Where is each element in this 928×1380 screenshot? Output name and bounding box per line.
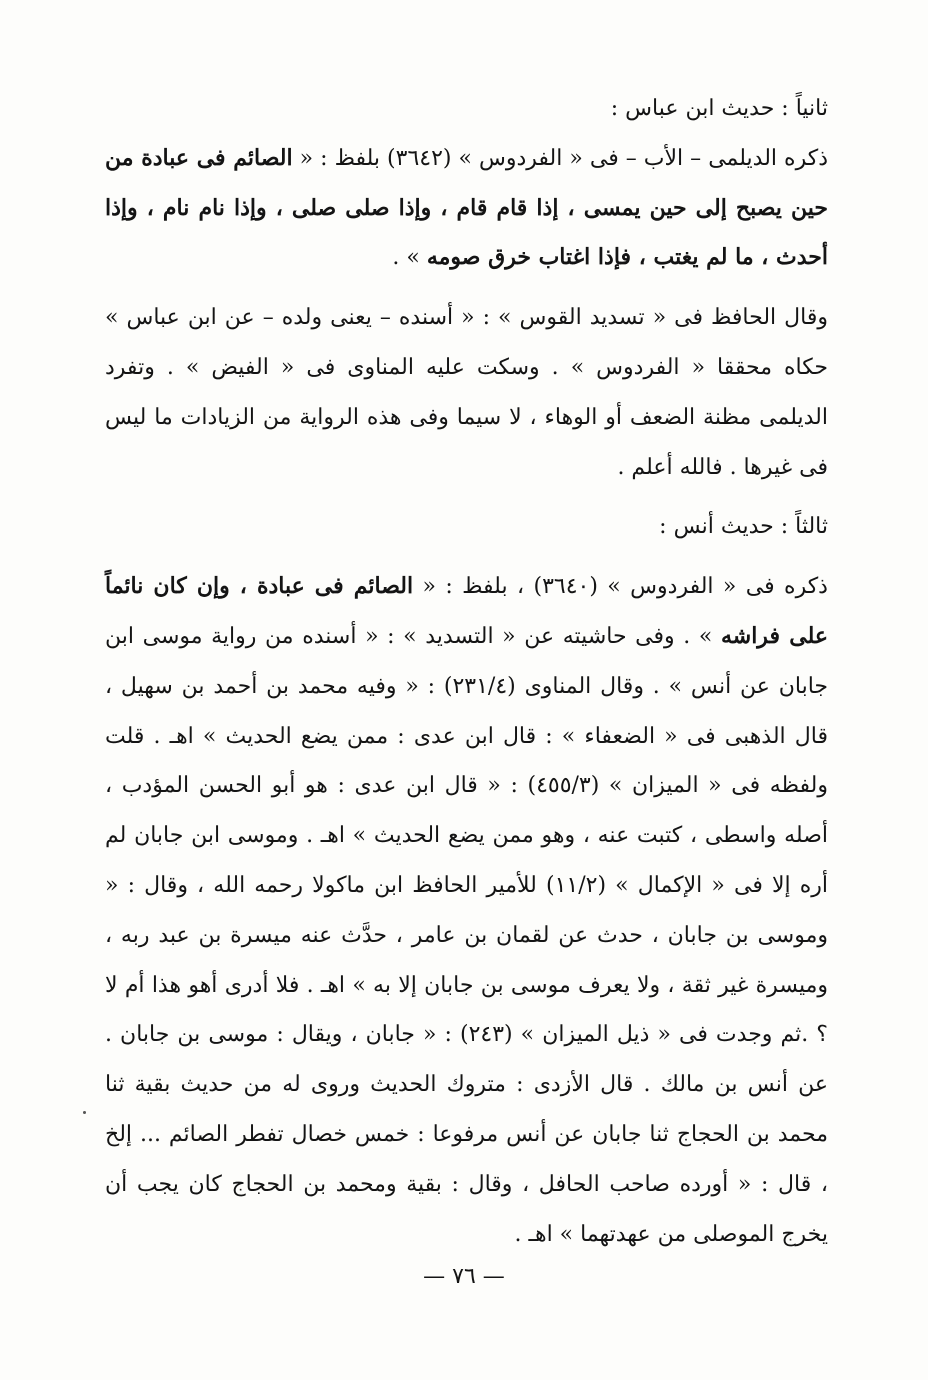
paragraph-hafiz-commentary: وقال الحافظ فى « تسديد القوس » : « أسنده – يعنى ولده – عن ابن عباس » حكاه محققا « الفردوس » . وسكت عليه المناوى فى « الفيض » . وتفرد الديلمى مظنة الضعف أو الوهاء ، لا سيما وفى هذه الرواية من الزيادات ما ليس فى غيرها . فالله أعلم . (105, 305, 828, 480)
hadith-text-bold: الصائم فى عبادة من حين يصبح إلى حين يمسى ، إذا قام قام ، وإذا صلى صلى ، وإذا نام نام ، وإذا أحدث ، ما لم يغتب ، فإذا اغتاب خرق صومه (105, 144, 828, 271)
intro-text: ذكره الديلمى – الأب – فى « الفردوس » (٣٦٤٢) بلفظ : « (292, 145, 828, 171)
page-text (105, 84, 828, 1259)
heading-ibn-abbas: ثانياً : حديث ابن عباس : (610, 96, 828, 121)
hadith-text-bold: الصائم فى عبادة ، وإن كان نائماً على فراشه (105, 573, 828, 649)
commentary-text: » . وفى حاشيته عن « التسديد » : « أسنده من رواية موسى ابن جابان عن أنس » . وقال المناوى (٢٣١/٤) : « وفيه محمد بن أحمد بن سهيل ، قال الذهبى فى « الضعفاء » : قال ابن عدى : ممن يضع الحديث » اهـ . قلت ولفظه فى « الميزان » (٤٥٥/٣) : « قال ابن عدى : هو أبو الحسن المؤدب ، أصله واسطى ، كتبت عنه ، وهو ممن يضع الحديث » اهـ . وموسى ابن جابان لم أره إلا فى « الإكمال » (١١/٢) للأمير الحافظ ابن ماكولا رحمه الله ، وقال : « وموسى بن جابان ، حدث عن لقمان بن عامر ، حدَّث عنه ميسرة بن عبد ربه ، وميسرة غير ثقة ، ولا يعرف موسى بن جابان إلا به » اهـ . فلا أدرى أهو هذا أم لا ؟ .ثم وجدت فى « ذيل الميزان » (٢٤٣) : « جابان ، ويقال : موسى بن جابان . عن أنس بن مالك . قال الأزدى : متروك الحديث وروى له من حديث بقية ثنا محمد بن الحجاج ثنا جابان عن أنس مرفوعا : خمس خصال تفطر الصائم ... إلخ ، قال : « أورده صاحب الحافل ، وقال : بقية ومحمد بن الحجاج كان يجب أن يخرج الموصلى من عهدتهما » اهـ . (105, 623, 829, 1247)
heading-anas: ثالثاً : حديث أنس : (659, 514, 828, 540)
paragraph-dailami-abbas (105, 134, 828, 283)
paragraph-anas-hadith (105, 562, 828, 1259)
page-number: — ٧٦ — (423, 1264, 505, 1289)
closing-text: » . (392, 245, 427, 271)
intro-text: ذكره فى « الفردوس » (٣٦٤٠) ، بلفظ : « (413, 574, 828, 600)
scan-speck (83, 1111, 86, 1114)
